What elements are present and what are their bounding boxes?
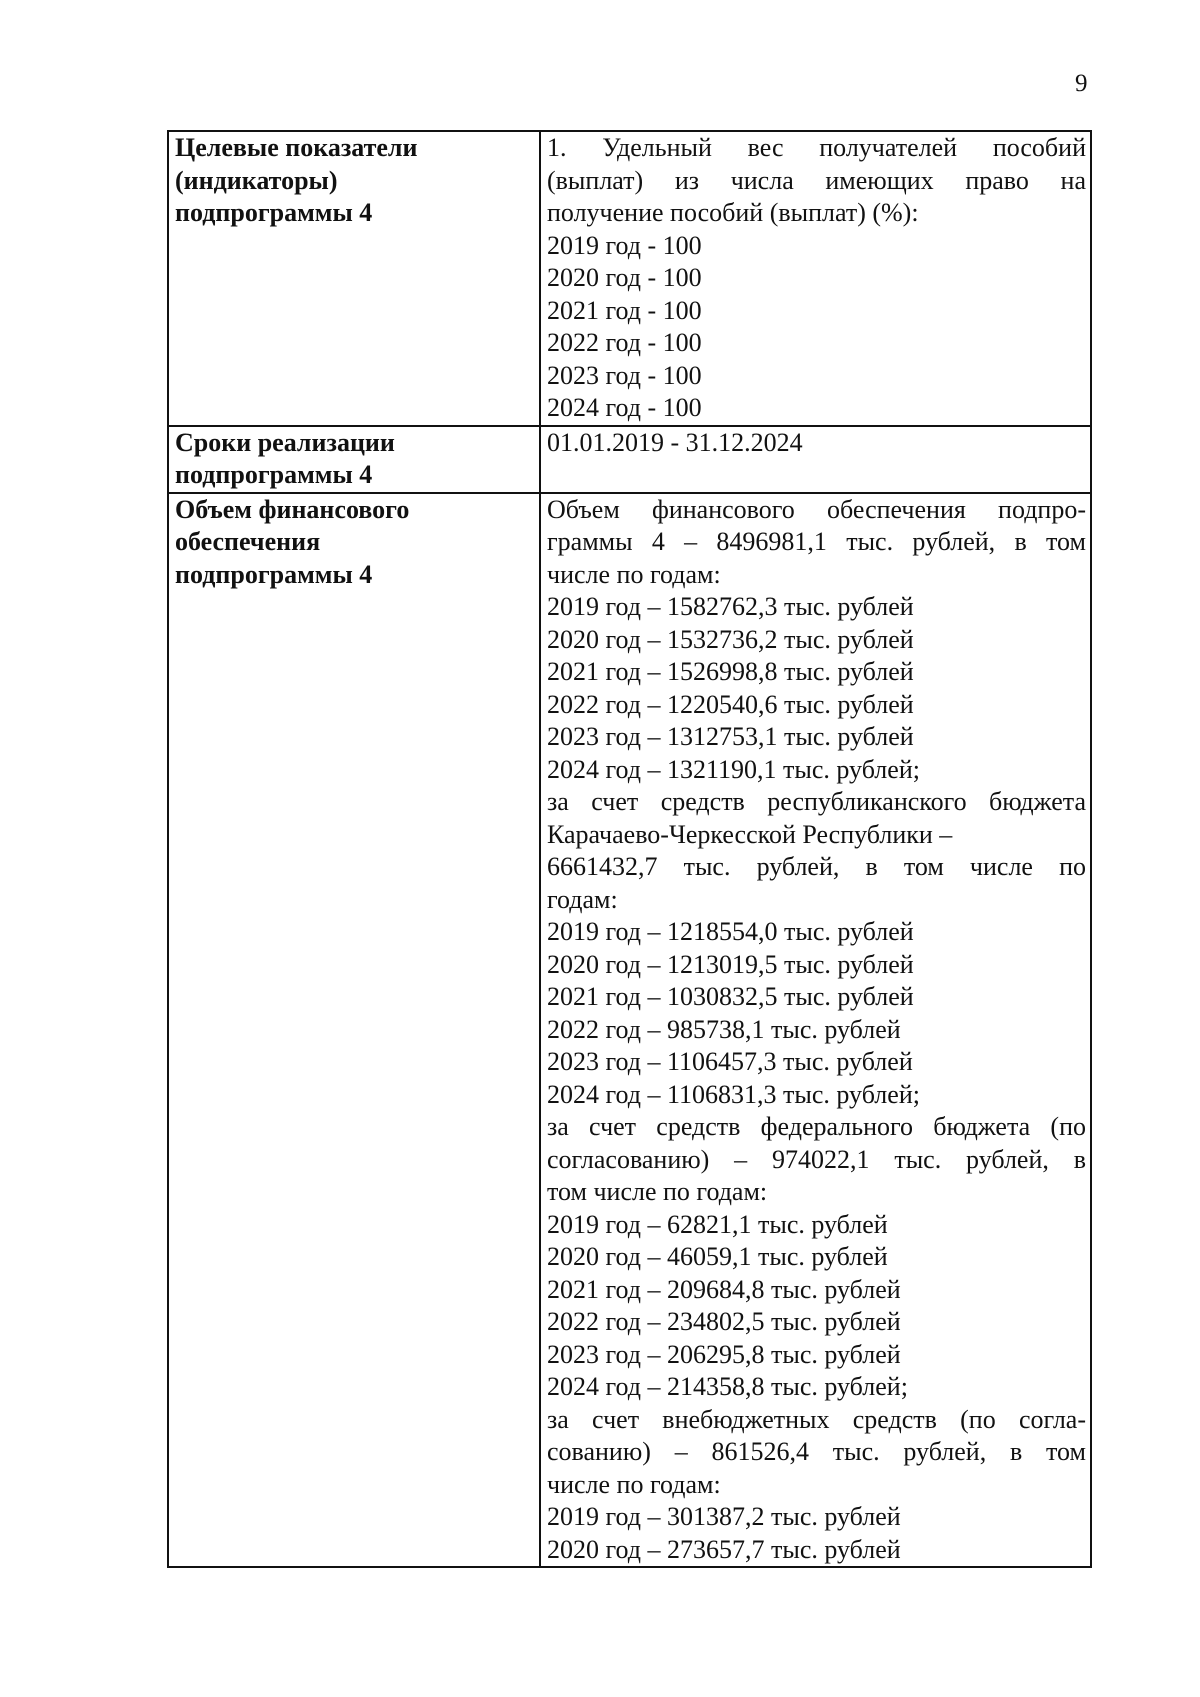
label-line: Объем финансового (175, 494, 410, 524)
table-row-implementation-period (168, 426, 1091, 493)
value-line: 2020 год – 273657,7 тыс. рублей (547, 1534, 901, 1564)
value-line: за счет средств республиканского бюджета (547, 787, 1086, 816)
value-line: 2024 год - 100 (547, 393, 702, 422)
value-line: 2024 год – 1106831,3 тыс. рублей; (547, 1079, 920, 1109)
value-line: 2020 год – 46059,1 тыс. рублей (547, 1242, 888, 1271)
row-value (540, 493, 1091, 1568)
page-number: 9 (1075, 70, 1088, 97)
row-label (168, 131, 540, 426)
label-line: обеспечения (175, 527, 321, 556)
value-line: том числе по годам: (547, 1177, 768, 1206)
value-line: 6661432,7 тыс. рублей, в том числе по (547, 852, 1086, 881)
value-line: 2019 год – 1582762,3 тыс. рублей (547, 592, 914, 621)
label-line: подпрограммы 4 (175, 559, 373, 589)
row-label (168, 426, 540, 493)
value-line: 1. Удельный вес получателей пособий (547, 133, 1086, 162)
value-line: 2019 год – 1218554,0 тыс. рублей (547, 917, 914, 946)
value-line: Объем финансового обеспечения подпро- (547, 494, 1086, 524)
value-line: сованию) – 861526,4 тыс. рублей, в том (547, 1437, 1086, 1466)
value-line: 2023 год – 1312753,1 тыс. рублей (547, 722, 914, 751)
value-line: Карачаево-Черкесской Республики – (547, 819, 953, 849)
row-value (540, 426, 1091, 493)
value-line: 2023 год – 1106457,3 тыс. рублей (547, 1047, 913, 1076)
label-line: Целевые показатели (175, 133, 418, 162)
value-line: 2022 год – 985738,1 тыс. рублей (547, 1014, 901, 1044)
value-line: 2024 год – 1321190,1 тыс. рублей; (547, 754, 920, 784)
value-line: получение пособий (выплат) (%): (547, 198, 919, 227)
value-line: 2019 год – 62821,1 тыс. рублей (547, 1209, 888, 1239)
value-line: 2019 год – 301387,2 тыс. рублей (547, 1502, 901, 1531)
row-label (168, 493, 540, 1568)
value-line: 2021 год – 209684,8 тыс. рублей (547, 1274, 901, 1304)
value-line: граммы 4 – 8496981,1 тыс. рублей, в том (547, 527, 1086, 556)
value-line: 2020 год - 100 (547, 263, 702, 292)
value-line: числе по годам: (547, 1469, 721, 1499)
value-line: 2022 год – 1220540,6 тыс. рублей (547, 689, 914, 719)
value-line: 2024 год – 214358,8 тыс. рублей; (547, 1372, 908, 1401)
value-line: 2023 год – 206295,8 тыс. рублей (547, 1339, 901, 1369)
value-line: 2022 год – 234802,5 тыс. рублей (547, 1307, 901, 1336)
value-line: 2020 год – 1532736,2 тыс. рублей (547, 624, 914, 654)
table-row-financing-volume (168, 493, 1091, 1568)
value-line: годам: (547, 884, 618, 914)
label-line: подпрограммы 4 (175, 198, 373, 227)
value-line: 2021 год – 1030832,5 тыс. рублей (547, 982, 914, 1011)
label-line: Сроки реализации (175, 427, 395, 457)
value-line: 2023 год - 100 (547, 360, 702, 390)
row-value (540, 131, 1091, 426)
value-line: 2020 год – 1213019,5 тыс. рублей (547, 949, 914, 979)
value-line: (выплат) из числа имеющих право на (547, 165, 1086, 195)
value-line: 2021 год - 100 (547, 295, 702, 325)
label-line: подпрограммы 4 (175, 460, 373, 489)
value-line: за счет средств федерального бюджета (по (547, 1112, 1086, 1141)
value-line: 01.01.2019 - 31.12.2024 (547, 427, 803, 457)
value-line: согласованию) – 974022,1 тыс. рублей, в (547, 1144, 1086, 1174)
label-line: (индикаторы) (175, 165, 338, 195)
value-line: 2019 год - 100 (547, 230, 702, 260)
value-line: за счет внебюджетных средств (по согла- (547, 1404, 1086, 1434)
table-row-target-indicators (168, 131, 1091, 426)
passport-table (167, 130, 1092, 1568)
value-line: 2022 год - 100 (547, 328, 702, 357)
value-line: числе по годам: (547, 559, 721, 589)
value-line: 2021 год – 1526998,8 тыс. рублей (547, 657, 914, 686)
